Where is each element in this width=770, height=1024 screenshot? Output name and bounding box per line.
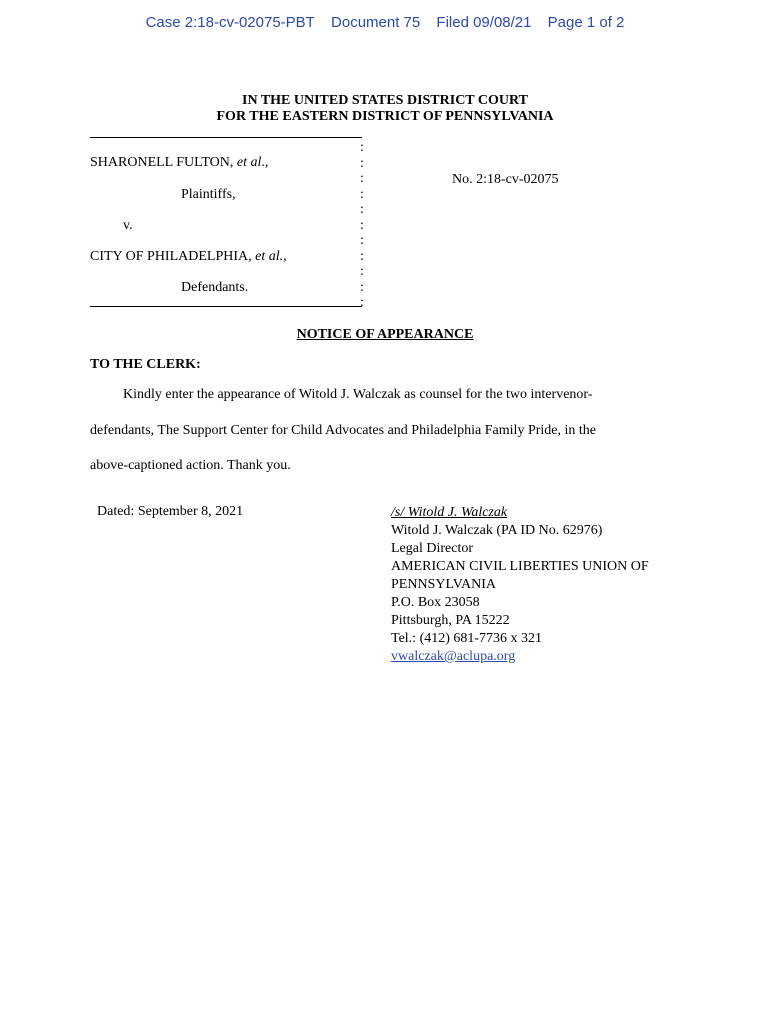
case-number: No. 2:18-cv-02075 [452,172,559,187]
plaintiffs-label: Plaintiffs, [181,187,236,202]
caption-colon: : [360,233,364,248]
defendants-label: Defendants. [181,280,249,295]
signer-title: Legal Director [391,541,474,556]
caption-colon: : [360,279,364,295]
caption-colon: : [360,155,364,171]
dated-line: Dated: September 8, 2021 [97,504,244,519]
stamp-case: Case 2:18-cv-02075-PBT [145,14,315,31]
body-line-3: above-captioned action. Thank you. [90,458,291,473]
body-line-2: defendants, The Support Center for Child Advocates and Philadelphia Family Pride, in the [90,423,596,438]
plaintiff-name: SHARONELL FULTON, et al., [90,155,269,170]
filing-stamp [0,14,770,31]
stamp-filed: Filed 09/08/21 [436,14,532,31]
caption-bottom-rule [90,306,362,307]
court-heading [0,93,770,125]
caption-colon: : [360,171,364,186]
court-line-1: IN THE UNITED STATES DISTRICT COURT [242,93,528,108]
email-link[interactable]: vwalczak@aclupa.org [391,649,516,664]
org-line-1: AMERICAN CIVIL LIBERTIES UNION OF [391,559,649,574]
body-line-1: Kindly enter the appearance of Witold J. Walczak as counsel for the two intervenor- [123,387,593,402]
signer-name: Witold J. Walczak (PA ID No. 62976) [391,523,603,538]
caption-colon: : [360,186,364,202]
defendant-name: CITY OF PHILADELPHIA, et al., [90,249,287,264]
caption-colon: : [360,202,364,217]
stamp-page: Page 1 of 2 [547,14,625,31]
signature-block [391,504,649,666]
po-box: P.O. Box 23058 [391,595,480,610]
org-line-2: PENNSYLVANIA [391,577,497,592]
caption-top-rule [90,137,362,138]
caption-colon: : [360,140,364,155]
versus: v. [123,218,133,233]
caption-colon: : [360,248,364,264]
caption-colon-column [360,140,370,311]
stamp-document: Document 75 [331,14,421,31]
telephone: Tel.: (412) 681-7736 x 321 [391,631,543,646]
notice-title: NOTICE OF APPEARANCE [296,327,474,342]
signature: /s/ Witold J. Walczak [391,505,508,520]
court-line-2: FOR THE EASTERN DISTRICT OF PENNSYLVANIA [216,109,554,124]
addressee: TO THE CLERK: [90,357,201,372]
caption-colon: : [360,264,364,279]
caption-colon: : [360,295,364,310]
city-line: Pittsburgh, PA 15222 [391,613,510,628]
caption-colon: : [360,217,364,233]
